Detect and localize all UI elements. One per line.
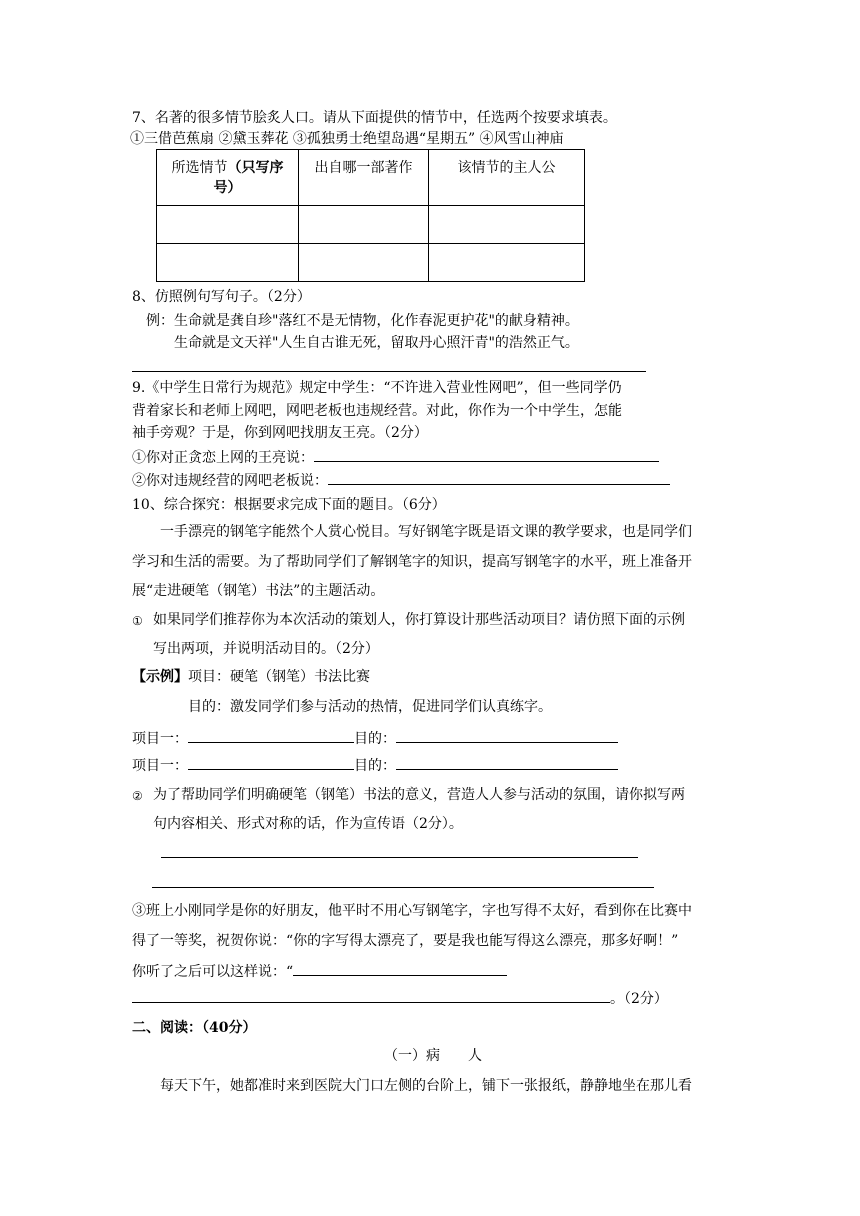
q9-line-1: 9.《中学生日常行为规范》规定中学生：“不许进入营业性网吧”，但一些同学仍 <box>132 380 622 396</box>
q10-item-2-blank[interactable] <box>188 755 354 770</box>
q10-s3-line-2: 得了一等奖，祝贺你说：“你的字写得太漂亮了，要是我也能写得这么漂亮，那多好啊！” <box>132 933 679 949</box>
q10-s1-line-1: 如果同学们推荐你为本次活动的策划人，你打算设计那些活动项目？请仿照下面的示例 <box>153 612 685 628</box>
reading-section-title: （一）病 人 <box>384 1048 482 1064</box>
q8-answer-line[interactable] <box>132 371 646 372</box>
q7-cell-r1-c3[interactable] <box>429 206 585 244</box>
q9-sub-2-label: ②你对违规经营的网吧老板说： <box>132 473 328 489</box>
reading-para-1: 每天下午，她都准时来到医院大门口左侧的台阶上，铺下一张报纸，静静地坐在那儿看 <box>160 1078 692 1094</box>
q10-s2-number: ② <box>132 789 143 803</box>
q7-header-cell-plot <box>157 150 299 206</box>
q8-title: 8、仿照例句写句子。（2分） <box>132 289 311 305</box>
q10-s1-line-2: 写出两项，并说明活动目的。（2分） <box>153 641 379 657</box>
q10-item-1-blank[interactable] <box>188 728 354 743</box>
q9-sub-2-blank[interactable] <box>328 470 670 485</box>
q10-s3-line-1: ③班上小刚同学是你的好朋友，他平时不用心写钢笔字，字也写得不太好，看到你在比赛中 <box>132 903 692 919</box>
q9-sub-1-label: ①你对正贪恋上网的王亮说： <box>132 450 314 466</box>
q7-header-plot: 所选情节 <box>171 160 228 176</box>
q10-para-2: 学习和生活的需要。为了帮助同学们了解钢笔字的知识，提高写钢笔字的水平，班上准备开 <box>132 554 692 570</box>
q7-answer-table <box>156 149 585 282</box>
q7-header-plot-note: （只写序 <box>227 160 284 176</box>
q9-sub-1-blank[interactable] <box>314 447 659 462</box>
q10-s2-line-2: 句内容相关、形式对称的话，作为宣传语（2分）。 <box>153 816 463 832</box>
q7-title: 7、名著的很多情节脍炙人口。请从下面提供的情节中，任选两个按要求填表。 <box>132 110 617 126</box>
q7-cell-r2-c1[interactable] <box>157 244 299 282</box>
q10-para-1: 一手漂亮的钢笔字能然个人赏心悦目。写好钢笔字既是语文课的教学要求，也是同学们 <box>160 524 692 540</box>
q10-item-2-label: 项目一： <box>132 758 188 774</box>
q10-item-2-goal-label: 目的： <box>354 758 396 774</box>
q10-title: 10、综合探究：根据要求完成下面的题目。（6分） <box>132 497 446 513</box>
q7-cell-r2-c2[interactable] <box>299 244 429 282</box>
q10-s2-line-1: 为了帮助同学们明确硬笔（钢笔）书法的意义，营造人人参与活动的氛围，请你拟写两 <box>153 787 685 803</box>
q7-header-hero: 该情节的主人公 <box>457 160 556 176</box>
q10-s3-end: 。（2分） <box>610 991 668 1007</box>
q10-item-1-goal-label: 目的： <box>354 731 396 747</box>
q9-sub-2 <box>132 470 670 491</box>
q8-example-2: 生命就是文天祥"人生自古谁无死，留取丹心照汗青"的浩然正气。 <box>174 335 579 351</box>
q9-line-2: 背着家长和老师上网吧，网吧老板也违规经营。对此，你作为一个中学生，怎能 <box>132 403 622 419</box>
reading-heading: 二、阅读：（40分） <box>132 1020 257 1036</box>
q10-s1-number: ① <box>132 614 143 628</box>
q10-item-1 <box>132 728 618 749</box>
q7-header-cell-book <box>299 150 429 206</box>
q7-cell-r2-c3[interactable] <box>429 244 585 282</box>
q10-s2-answer-line-2[interactable] <box>152 887 654 888</box>
q10-para-3: 展“走进硬笔（钢笔）书法”的主题活动。 <box>132 583 385 599</box>
q7-header-book: 出自哪一部著作 <box>314 160 413 176</box>
q8-example-1: 例：生命就是龚自珍"落红不是无情物，化作春泥更护花"的献身精神。 <box>146 313 579 329</box>
q10-s3-line-3 <box>132 961 507 982</box>
q10-s2-answer-line-1[interactable] <box>161 857 638 858</box>
q10-example-goal: 目的：激发同学们参与活动的热情，促进同学们认真练字。 <box>188 699 552 715</box>
q10-s3-blank-1[interactable] <box>293 961 507 976</box>
q9-sub-1 <box>132 447 659 468</box>
q7-header-plot-note-2: 号） <box>213 180 242 196</box>
q7-options: ①三借芭蕉扇 ②黛玉葬花 ③孤独勇士绝望岛遇“星期五” ④风雪山神庙 <box>130 131 564 147</box>
q10-example-item <box>132 667 370 687</box>
q7-header-cell-hero <box>429 150 585 206</box>
q10-item-2 <box>132 755 618 776</box>
q9-line-3: 袖手旁观？于是，你到网吧找朋友王亮。（2分） <box>132 425 428 441</box>
q10-item-2-goal-blank[interactable] <box>396 755 618 770</box>
q7-cell-r1-c1[interactable] <box>157 206 299 244</box>
q10-item-1-label: 项目一： <box>132 731 188 747</box>
q10-example-tag: 【示例】 <box>132 669 188 685</box>
q10-s3-blank-2[interactable] <box>132 988 610 1003</box>
q7-cell-r1-c2[interactable] <box>299 206 429 244</box>
q10-s3-line-4 <box>132 988 668 1009</box>
q10-s3-line-3-text: 你听了之后可以这样说：“ <box>132 964 294 980</box>
q10-example-item-text: 项目：硬笔（钢笔）书法比赛 <box>188 669 370 685</box>
q10-item-1-goal-blank[interactable] <box>396 728 618 743</box>
